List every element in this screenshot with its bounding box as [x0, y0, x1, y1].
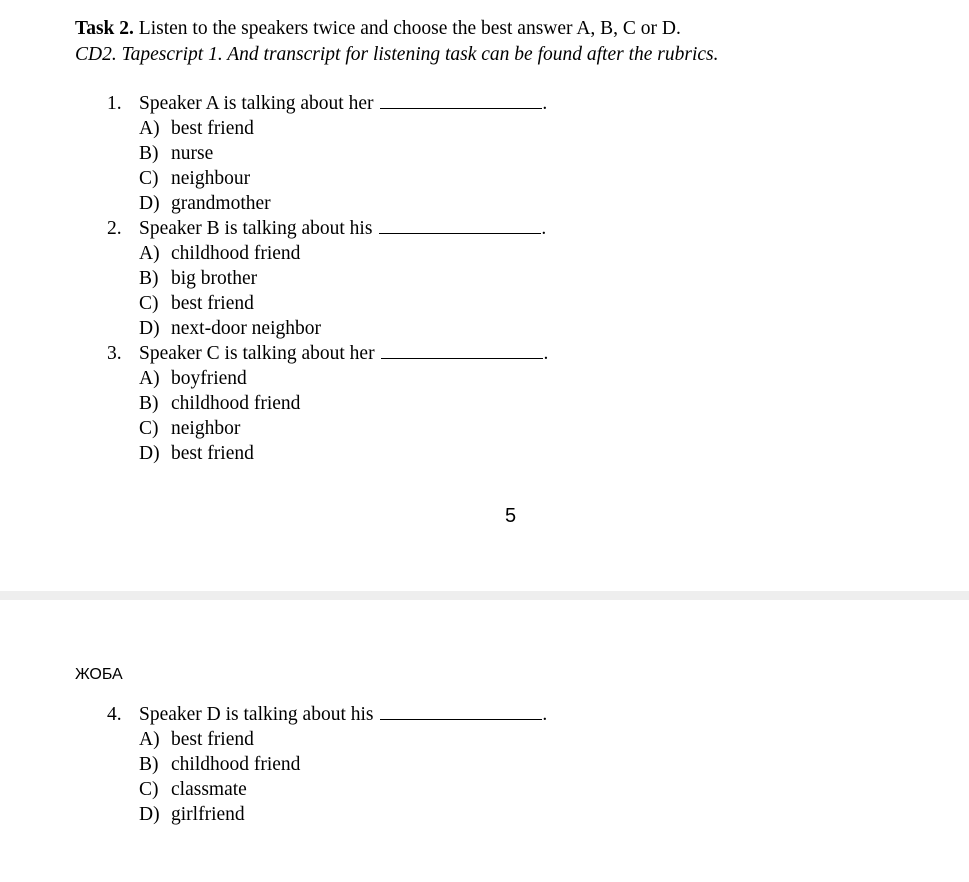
answer-blank	[380, 702, 542, 720]
question-1	[107, 91, 548, 216]
option-b: B) childhood friend	[139, 754, 301, 775]
task-heading	[75, 16, 681, 41]
option-d: D) best friend	[139, 443, 254, 464]
option-d: D) next-door neighbor	[139, 318, 322, 339]
option-c: C) classmate	[139, 779, 247, 800]
option-a: A) childhood friend	[139, 243, 301, 264]
option-c: C) best friend	[139, 293, 254, 314]
question-number: 4.	[107, 704, 122, 725]
option-c: C) neighbor	[139, 418, 241, 439]
option-d: D) grandmother	[139, 193, 271, 214]
question-end: .	[541, 218, 547, 239]
task-note: CD2. Tapescript 1. And transcript for listening task can be found after the rubrics.	[75, 44, 719, 65]
question-number: 2.	[107, 218, 122, 239]
question-end: .	[542, 93, 548, 114]
page-separator	[0, 591, 969, 600]
question-stem: Speaker C is talking about her	[139, 343, 375, 364]
option-c: C) neighbour	[139, 168, 251, 189]
option-a: A) best friend	[139, 118, 254, 139]
question-4	[107, 702, 547, 827]
question-list-page-2	[107, 702, 547, 827]
question-end: .	[542, 704, 548, 725]
answer-blank	[379, 216, 541, 234]
question-2	[107, 216, 548, 341]
question-list-page-1	[107, 91, 548, 466]
question-stem: Speaker A is talking about her	[139, 93, 374, 114]
task-label: Task 2.	[75, 18, 134, 39]
option-b: B) childhood friend	[139, 393, 301, 414]
option-a: A) best friend	[139, 729, 254, 750]
question-end: .	[543, 343, 549, 364]
question-3	[107, 341, 548, 466]
answer-blank	[381, 341, 543, 359]
option-a: A) boyfriend	[139, 368, 247, 389]
question-stem: Speaker B is talking about his	[139, 218, 373, 239]
option-d: D) girlfriend	[139, 804, 245, 825]
task-instruction: Listen to the speakers twice and choose the best answer A, B, C or D.	[133, 18, 681, 39]
question-number: 1.	[107, 93, 122, 114]
question-number: 3.	[107, 343, 122, 364]
page-number: 5	[505, 505, 517, 527]
question-stem: Speaker D is talking about his	[139, 704, 374, 725]
option-b: B) big brother	[139, 268, 258, 289]
answer-blank	[380, 91, 542, 109]
option-b: B) nurse	[139, 143, 214, 164]
header-label: ЖОБА	[75, 666, 123, 683]
